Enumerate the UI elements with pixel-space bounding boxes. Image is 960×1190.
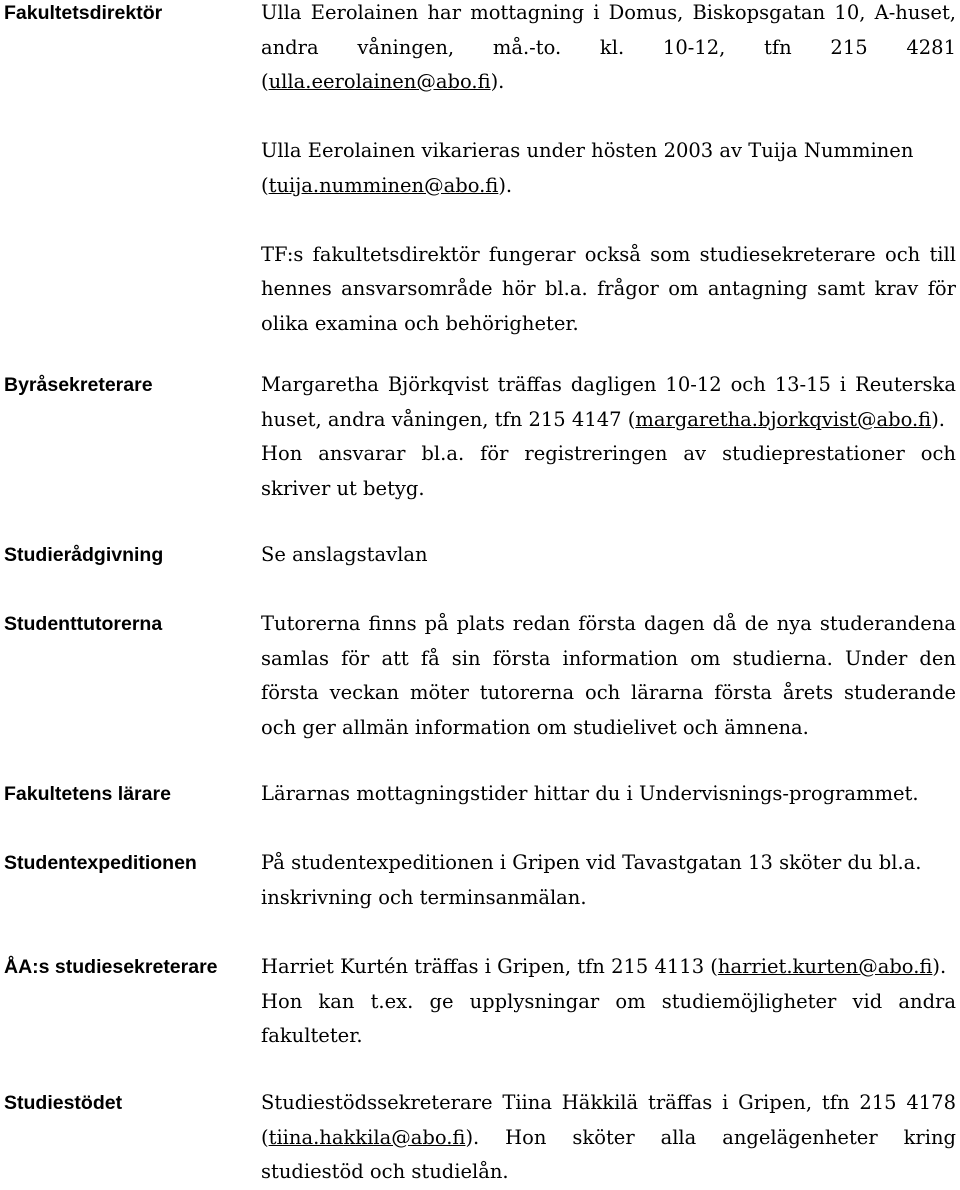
text-line: samlas för att få sin första information om studierna. Under den [261, 646, 956, 670]
text-line: och ger allmän information om studielivet och ämnena. [261, 715, 809, 739]
paragraph-responsibilities [261, 238, 956, 342]
text-line: Lärarnas mottagningstider hittar du i Undervisnings-programmet. [261, 782, 919, 805]
text-line: hennes ansvarsområde hör bl.a. frågor om antagning samt krav för [261, 277, 956, 300]
text-line: TF:s fakultetsdirektör fungerar också som studiesekreterare och till [261, 242, 956, 266]
label-byrasekreterare: Byråsekreterare [4, 374, 153, 396]
body-fakultetens-larare [261, 777, 956, 812]
label-studentexpeditionen: Studentexpeditionen [4, 852, 197, 874]
text-line: Ulla Eerolainen har mottagning i Domus, Biskopsgatan 10, A-huset, [261, 1, 956, 24]
label-fakultetsdirektor: Fakultetsdirektör [4, 2, 163, 24]
body-fakultetsdirektor [261, 0, 956, 341]
label-fakultetens-larare: Fakultetens lärare [4, 783, 171, 805]
text-line: Studiestödssekreterare Tiina Häkkilä träffas i Gripen, tfn 215 4178 [261, 1091, 956, 1114]
text-line: inskrivning och terminsanmälan. [261, 885, 587, 909]
text-line: Tutorerna finns på plats redan första dagen då de nya studerandena [261, 612, 956, 635]
text-line: fakulteter. [261, 1024, 363, 1047]
body-studieradgivning [261, 538, 956, 573]
label-aa-studiesekreterare: ÅA:s studiesekreterare [4, 956, 218, 978]
text-line: Hon ansvarar bl.a. för registreringen av studieprestationer och [261, 442, 956, 465]
paragraph-substitute [261, 134, 956, 203]
text-line: Hon kan t.ex. ge upplysningar om studiemöjligheter vid andra [261, 989, 956, 1013]
text-line: huset, andra våningen, tfn 215 4147 (margaretha.bjorkqvist@abo.fi). [261, 407, 945, 431]
text-line: Se anslagstavlan [261, 543, 428, 566]
email-link-kurten[interactable]: harriet.kurten@abo.fi [717, 955, 933, 978]
label-studieradgivning: Studierådgivning [4, 544, 164, 566]
text-line: Ulla Eerolainen vikarieras under hösten 2003 av Tuija Numminen [261, 139, 914, 162]
text-line: andra våningen, må.-to. kl. 10-12, tfn 215 4281 [261, 35, 956, 59]
text-line: olika examina och behörigheter. [261, 311, 579, 335]
label-studiestodet: Studiestödet [4, 1092, 123, 1114]
body-studenttutorerna [261, 607, 956, 745]
text-line: Harriet Kurtén träffas i Gripen, tfn 215 4113 (harriet.kurten@abo.fi). [261, 955, 947, 978]
text-line: (tuija.numminen@abo.fi). [261, 173, 513, 197]
text-line: skriver ut betyg. [261, 476, 425, 500]
body-studentexpeditionen [261, 846, 956, 915]
text-line: (tiina.hakkila@abo.fi). Hon sköter alla angelägenheter kring [261, 1125, 956, 1149]
body-aa-studiesekreterare [261, 950, 956, 1054]
body-byrasekreterare [261, 368, 956, 506]
body-studiestodet [261, 1086, 956, 1190]
email-link-numminen[interactable]: tuija.numminen@abo.fi [268, 173, 499, 197]
paragraph-office-hours [261, 0, 956, 100]
email-link-bjorkqvist[interactable]: margaretha.bjorkqvist@abo.fi [635, 407, 932, 431]
text-line: studiestöd och studielån. [261, 1160, 509, 1183]
text-line: På studentexpeditionen i Gripen vid Tavastgatan 13 sköter du bl.a. [261, 851, 922, 874]
email-link-hakkila[interactable]: tiina.hakkila@abo.fi [268, 1125, 466, 1149]
email-link-eerolainen[interactable]: ulla.eerolainen@abo.fi [268, 70, 491, 93]
text-line: (ulla.eerolainen@abo.fi). [261, 70, 505, 93]
text-line: Margaretha Björkqvist träffas dagligen 10-12 och 13-15 i Reuterska [261, 373, 956, 396]
text-line: första veckan möter tutorerna och lärarna första årets studerande [261, 681, 956, 704]
label-studenttutorerna: Studenttutorerna [4, 613, 163, 635]
